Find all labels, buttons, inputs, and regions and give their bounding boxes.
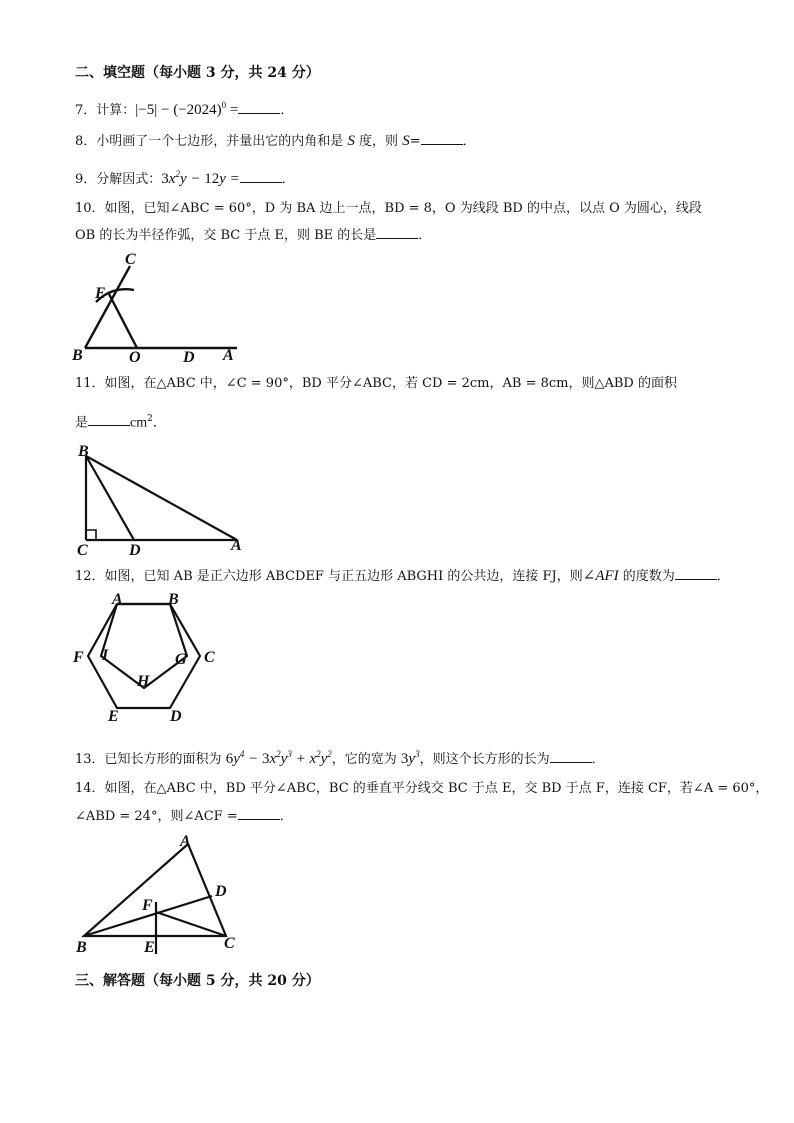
question-14-line-2: ∠ABD = 24°，则∠ACF = ． [75, 806, 293, 826]
question-14-line-1: 14．如图，在△ABC 中，BD 平分∠ABC，BC 的垂直平分线交 BC 于点 E，交 BD 于点 F，连接 CF，若∠A = 60°， [75, 781, 769, 796]
answer-blank[interactable] [88, 412, 130, 426]
right-angle-mark [86, 530, 96, 540]
label-c: C [125, 251, 136, 268]
label-e: E [95, 285, 106, 302]
q9-expression: $3x^2y - 12y$ = [161, 169, 240, 187]
label-d: D [129, 542, 141, 558]
segment-cf [156, 912, 226, 936]
q7-expression: $|-5| - (-2024)^0$ = [135, 100, 239, 118]
label-f: F [73, 649, 84, 666]
question-9: 9．分解因式：$3x^2y - 12y$ = ． [75, 169, 295, 187]
label-a: A [112, 591, 123, 608]
question-10-line-1: 10．如图，已知∠ABC = 60°，D 为 BA 边上一点，BD = 8，O 为线段 BD 的中点，以点 O 为圆心，线段 [75, 201, 702, 216]
question-12: 12．如图，已知 AB 是正六边形 ABCDEF 与正五边形 ABGHI 的公共边，连接 FJ，则∠AFI 的度数为 ． [75, 568, 730, 584]
section-2-heading: 二、填空题（每小题 3 分，共 24 分） [75, 65, 320, 81]
answer-blank[interactable] [238, 806, 280, 820]
label-i: I [102, 647, 109, 664]
label-d: D [215, 883, 227, 900]
label-b: B [78, 443, 89, 460]
q13-area-expression: $6y^4 - 3x^2y^3 + x^2y^2$ [225, 749, 332, 767]
label-b: B [168, 591, 179, 608]
figure-q10 [72, 248, 247, 364]
label-a: A [180, 833, 191, 850]
answer-blank[interactable] [238, 100, 280, 114]
label-g: G [175, 651, 187, 668]
segment-eo [109, 294, 137, 348]
label-h: H [137, 673, 150, 690]
label-o: O [129, 349, 141, 364]
ray-bc [85, 266, 130, 348]
label-e: E [108, 708, 119, 725]
figure-q14 [72, 832, 247, 960]
q13-width-expression: $3y^3$ [400, 749, 420, 767]
question-11-line-1: 11．如图，在△ABC 中，∠C = 90°，BD 平分∠ABC，若 CD = 2cm，AB = 8cm，则△ABD 的面积 [75, 376, 677, 391]
answer-blank[interactable] [675, 566, 717, 580]
label-b: B [76, 939, 87, 956]
label-c: C [224, 935, 235, 952]
label-d: D [183, 349, 195, 364]
figure-q12 [72, 590, 227, 725]
answer-blank[interactable] [421, 131, 463, 145]
question-7: 7．计算：$|-5| - (-2024)^0$ = ． [75, 100, 294, 118]
label-a: A [231, 537, 242, 554]
label-c: C [204, 649, 215, 666]
question-8: 8．小明画了一个七边形，并量出它的内角和是 S 度，则 S= ． [75, 133, 476, 149]
question-11-line-2: 是 $cm^2$． [75, 414, 166, 431]
label-c: C [77, 542, 88, 558]
answer-blank[interactable] [240, 169, 282, 183]
figure-q11 [72, 440, 252, 558]
section-3-heading: 三、解答题（每小题 5 分，共 20 分） [75, 973, 320, 989]
label-d: D [170, 708, 182, 725]
side-ab [86, 456, 237, 540]
answer-blank[interactable] [376, 225, 418, 239]
answer-blank[interactable] [550, 749, 592, 763]
question-10-line-2: OB 的长为半径作弧，交 BC 于点 E，则 BE 的长是 ． [75, 225, 431, 245]
label-a: A [223, 347, 234, 364]
question-13: 13．已知长方形的面积为 $6y^4 - 3x^2y^3 + x^2y^2$，它的宽为 $3y^3$，则这个长方形的长为 ． [75, 749, 605, 767]
label-f: F [142, 897, 153, 914]
label-b: B [72, 347, 83, 364]
label-e: E [144, 939, 155, 956]
